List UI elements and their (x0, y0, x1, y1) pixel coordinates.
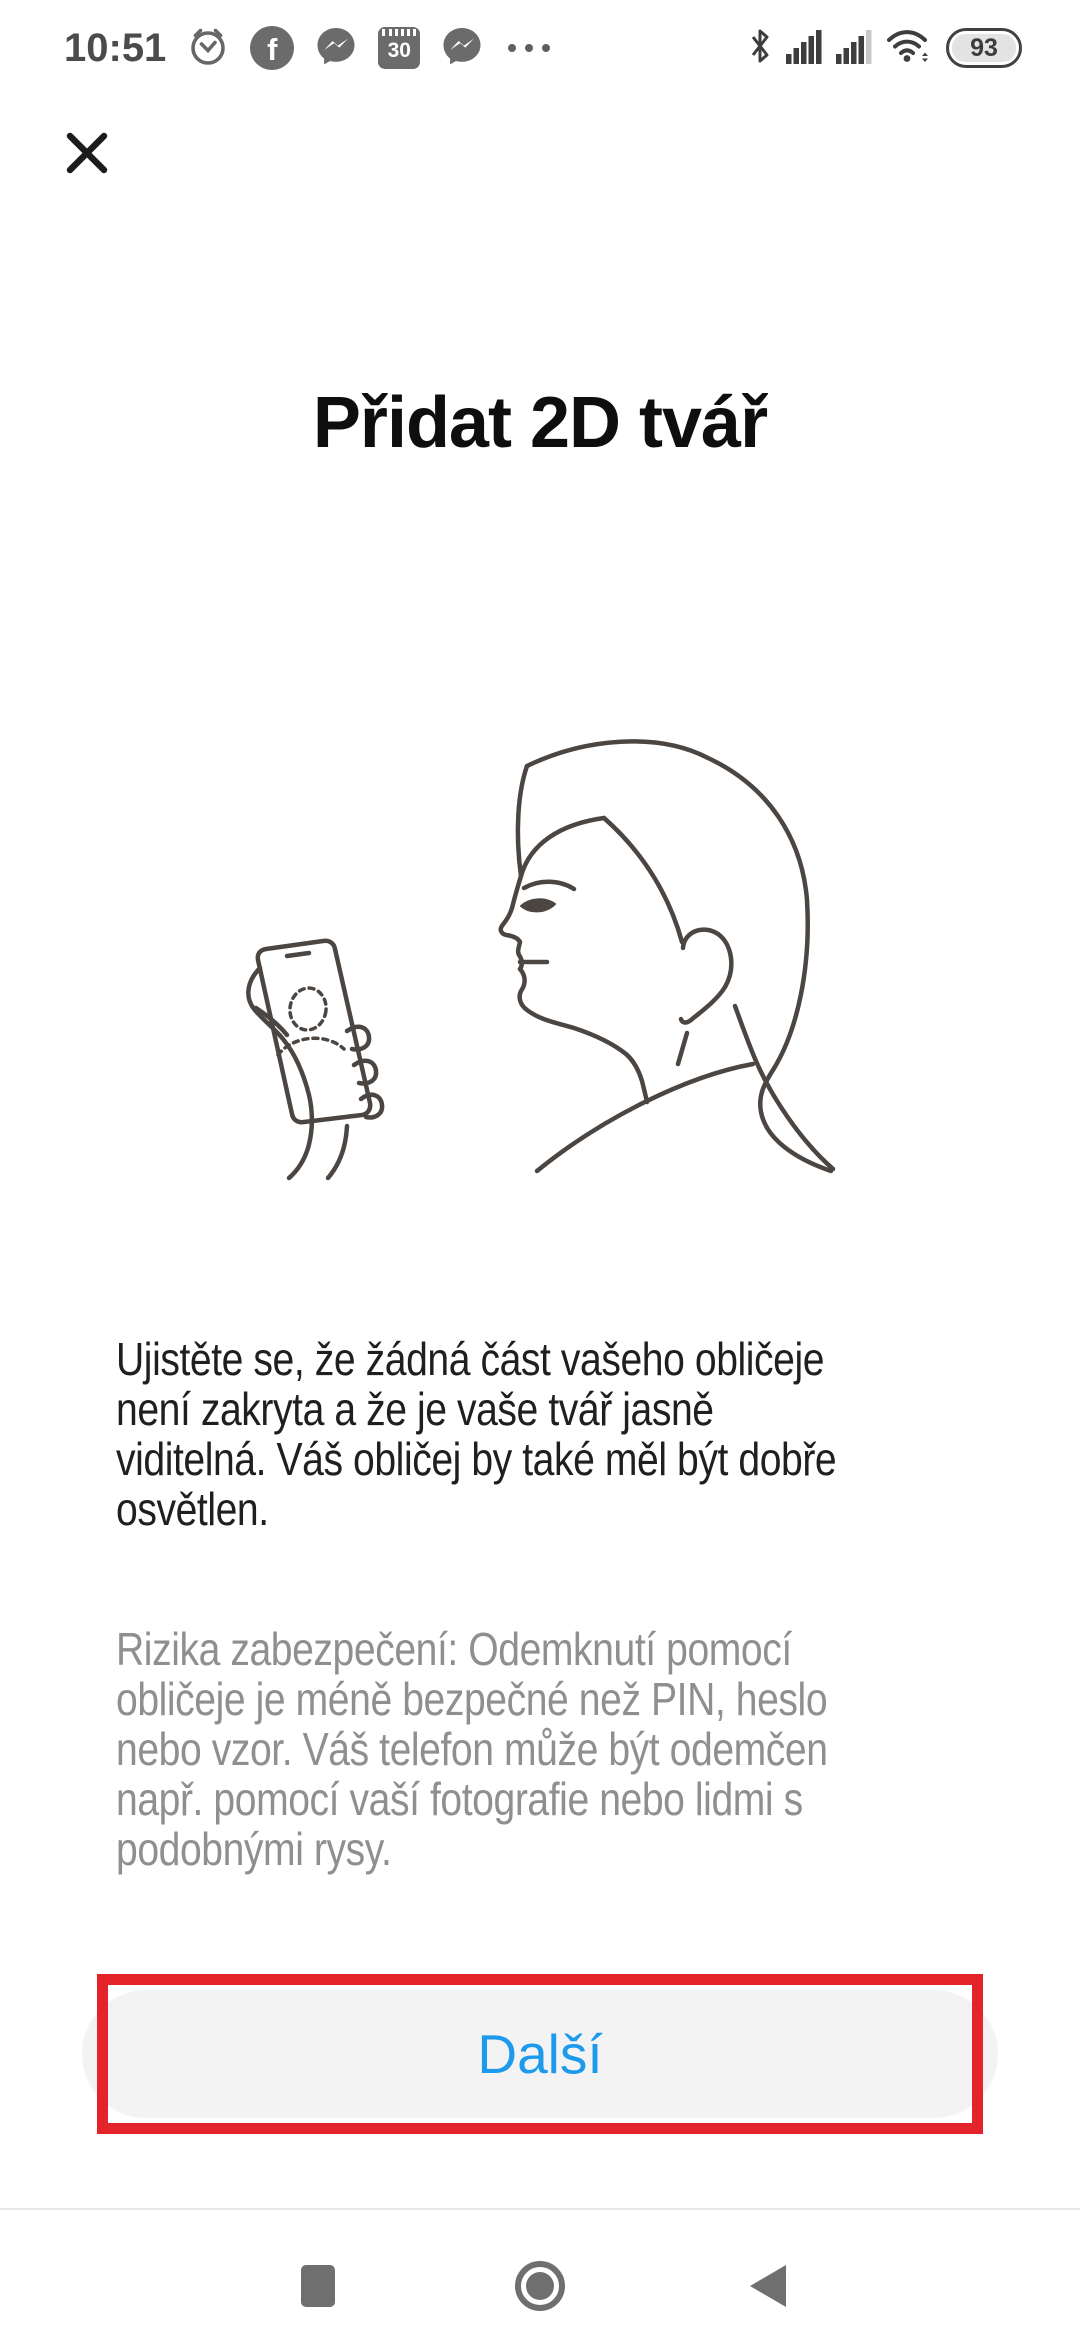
messenger-icon (440, 24, 484, 73)
eye (521, 899, 555, 911)
navigation-bar (0, 2208, 1080, 2340)
dashed-head-silhouette (287, 986, 328, 1033)
security-note-line: např. pomocí vaší fotografie nebo lidmi s (116, 1773, 803, 1825)
face-scan-illustration (230, 728, 850, 1188)
shoulder-line (537, 1064, 753, 1171)
hairline-inner (521, 818, 604, 876)
instruction-line: osvětlen. (116, 1483, 269, 1535)
messenger-icon (314, 24, 358, 73)
status-bar-left (64, 24, 550, 73)
instruction-line: není zakryta a že je vaše tvář jasně (116, 1383, 714, 1435)
eyebrow (524, 882, 574, 889)
home-circle-icon[interactable] (515, 2261, 565, 2311)
ear (681, 930, 731, 1023)
chin-jaw-neck (520, 969, 647, 1102)
status-bar (0, 0, 1080, 90)
security-note-text (116, 1624, 1051, 1874)
signal-sim1-icon (786, 28, 822, 69)
close-button[interactable] (58, 124, 116, 182)
bluetooth-icon (748, 27, 772, 70)
calendar-day: 30 (387, 39, 411, 62)
back-triangle-icon[interactable] (750, 2265, 786, 2307)
battery-indicator (946, 28, 1022, 68)
security-note-line: nebo vzor. Váš telefon může být odemčen (116, 1723, 828, 1775)
battery-percent: 93 (952, 34, 1016, 62)
face-profile-upper (501, 876, 522, 969)
instruction-line: Ujistěte se, že žádná část vašeho obličeje (116, 1333, 825, 1385)
security-note-line: Rizika zabezpečení: Odemknutí pomocí (116, 1623, 792, 1675)
security-note-line: obličeje je méně bezpečné než PIN, heslo (116, 1673, 828, 1725)
next-button[interactable]: Další (82, 1990, 998, 2118)
page-title: Přidat 2D tvář (312, 383, 768, 463)
security-note-line: podobnými rysy. (116, 1823, 392, 1875)
signal-sim2-icon (836, 28, 872, 69)
calendar-perforation (382, 29, 416, 36)
instruction-line: viditelná. Váš obličej by také měl být dobře (116, 1433, 837, 1485)
calendar-icon (378, 27, 420, 69)
close-icon (58, 124, 116, 182)
wrist-line (328, 1126, 347, 1178)
ear-accent-line (678, 1033, 687, 1064)
status-bar-right (748, 27, 1022, 70)
hand-outline (248, 968, 312, 1178)
nav-divider (0, 2208, 1080, 2210)
more-notifications-icon (508, 44, 550, 52)
clock-time: 10:51 (64, 25, 167, 70)
head-outline (527, 741, 831, 1171)
recents-square-icon[interactable] (301, 2265, 335, 2307)
alarm-icon (186, 24, 230, 73)
instruction-text (116, 1334, 1051, 1534)
facebook-icon: f (250, 26, 294, 70)
wifi-icon (886, 27, 932, 70)
hair-sweep (604, 818, 682, 942)
phone-speaker (287, 953, 309, 956)
